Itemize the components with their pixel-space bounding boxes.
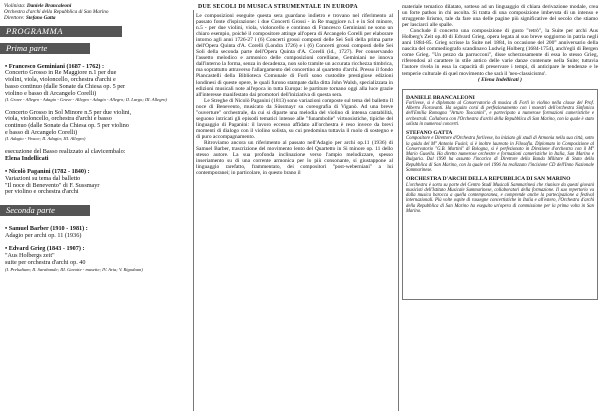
harpsichordist: Elena Indellicati [5, 154, 49, 162]
geminiani-concerto-1 [3, 64, 190, 103]
first-part-heading: Prima parte [0, 43, 90, 54]
author-credit: ( Elena Indellicati ) [478, 76, 522, 83]
barber-adagio [3, 226, 190, 239]
article-title: DUE SECOLI DI MUSICA STRUMENTALE IN EUROPA [198, 4, 358, 10]
article-paragraph-4: materiale tematico dilatato, sotteso ad un linguaggio di chiara derivazione modale, crea un forte pathos in chi ascolta. Si tratta di una composizione imbevuta di un intenso e struggente lirismo, tale da fare una delle pagine più significative del secolo che stiamo per lasciarci alle spalle. [402, 4, 598, 29]
article-paragraph-2: Le Streghe di Nicolò Paganini (1813) sono variazioni composte sul tema del balletto Il noce di Benevento, musicato da Süssmayr su coreografia di Viganò. Ad una breve "ouverture" orchestrale, da cui si dipartе una melodia del violino di intensa cantabilità, seguono intricati gli episodi tematici intense alle "funambolie" virtuosistiche, tipiche del linguaggio di Paganini: il lavoro eccesso affidato all'orchestra è reso invece da brevi momenti di dialogo con il violino solista, su cui predomina tuttavia il ruolo di sostegno e di puro accompagnamento. [196, 97, 393, 140]
piece-line: e basso di Arcangelo Corelli) [5, 128, 78, 136]
orchestra-name: Orchestra d'archi della Repubblica di San Marino [4, 8, 109, 15]
piece-line: "Aus Holbergs zeit" [5, 252, 55, 260]
second-part-heading: Seconda parte [0, 205, 90, 216]
bio-text-brancaleoni: Forlivese, si è diplomato al Conservatorio di musica di Forlì in violino nella classe del Prof. Alberto Fioravanti. Ha seguito corsi di perfezionamento con i maestri dell'orchestra Sinfonica dell'Emilia Romagna "Arturo Toscanini", e partecipato a numerose formazioni cameristiche e orchestrali. Collabora con l'Orchestra d'archi della Repubblica di San Marino, con la quale è stato solista in numerosi concerti. [406, 100, 594, 127]
piece-line: esecuzione del Basso realizzato al clavicembalo: [5, 147, 126, 155]
piece-line: basso continuo (dalle Sonate da Chiesa op. 5 per [5, 82, 126, 90]
piece-line: violini, viola, violoncello, orchestra d'archi e [5, 76, 116, 84]
piece-line: "Il noce di Benevento" di F. Sussmayr [5, 181, 100, 189]
performers-header [4, 4, 190, 22]
grieg-suite [3, 246, 190, 272]
bio-text-gatta: Compositore e Direttore d'Orchestra forlivese, ha iniziato gli studi di Armonia nella sua città, sotto la guida del M° Antonio Fusini; si è inoltre laureato in Filosofia. Diplomato in Composizione al Conservatorio "G.B. Martini" di Bologna, si è perfezionato in Direzione d'orchestra con il M° Mario Gusella. Ha diretto numerose orchestre e formazioni cameristiche in Italia, San Marino e Bulgaria. Dal 1990 ha assunto l'incarico di Direttore della Banda Militare di Stato della Repubblica di San Marino, con la quale nel 1996 ha realizzato l'incisione CD dell'Inno Nazionale Sammarinese. [406, 136, 594, 173]
harpsichord-note [3, 149, 190, 162]
violinist-label: Violinista: [4, 3, 26, 9]
movements: (I. Adagio - Vivace; II. Adagio; III. Allegro) [5, 136, 86, 142]
piece-line: Concerto Grosso in Sol Minore n.5 per due violini, [5, 108, 132, 116]
violinist-name: Daniele Brancaleoni [26, 3, 72, 9]
paganini-variations [3, 169, 190, 196]
director-name: Stefano Gatta [25, 14, 56, 21]
program-column [0, 0, 190, 417]
movements: (I. Preludium; II. Sarabande; III. Gavotte - musette; IV. Aria; V. Rigodaun) [5, 266, 143, 272]
director-label: Direttore: [4, 14, 25, 21]
article-paragraph-3: Ritroviamo ancora un riferimento al passato nell'Adagio per archi op.11 (1936) di Samuel Barber, trascrizione del movimento lento del Quartetto in Si minore op. 11 dello stesso autore. La sua profonda inclinazione verso l'ampio melodizzare, spesso inseriamento su di una corrente armonica per lo più consonante, si giustappone al linguaggio rarefatto, frammentato, dei compositori "post-weberniani" a lui contemporanei; in particolare, in questo brano il [196, 139, 393, 177]
column-divider [398, 10, 399, 411]
geminiani-composer: • Francesco Geminiani (1687 - 1762) : [5, 62, 105, 70]
biographies-box [402, 89, 598, 300]
piece-line: continuo (dalle Sonate da Chiesa op. 5 per violino [5, 122, 129, 130]
bio-title-orchestra: ORCHESTRA D'ARCHI DELLA REPUBBLICA DI SAN MARINO [406, 176, 571, 183]
notes-column [402, 0, 598, 417]
piece-line: violino e basso di Arcangelo Corelli) [5, 89, 97, 97]
piece-line: suite per orchestra d'archi op. 40 [5, 258, 86, 266]
program-title: PROGRAMMA [0, 26, 122, 37]
piece-line: Adagio per archi op. 11 (1936) [5, 231, 82, 239]
barber-composer: • Samuel Barber (1910 - 1981) : [5, 225, 88, 233]
article-column [196, 0, 393, 417]
article-paragraph-5: Conclude il concerto una composizione di gusto "retrò", la Suite per archi Aus Holberg's Zeit op.40 di Edvard Grieg, opera legata al suo breve soggiorno in patria negli anni 1884-85. Grieg scrisse la Suite nel 1884, in occasione del 200° anniversario della nascita del commediografo scandinavo Ludwig Holberg (1684-1754), anch'egli di Bergen come Grieg. "Un pezzo da parrucconi", disse scherzosamente di essa lo stesso Grieg, riferendosi al carattere in stile antico delle varie danze contenute nella Suite; tuttavia l'autore rivela in essa la capacità di preservare i tempi, di anticipare le tendenze e le temperie culturale di quel movimento che sarà il 'neo-classicismo'. [402, 28, 598, 77]
piece-line: Concerto Grosso in Re Maggiore n.1 per due [5, 69, 117, 77]
geminiani-concerto-5 [3, 110, 190, 142]
column-divider [193, 10, 194, 411]
piece-line: viola, violoncello, orchestra d'archi e basso [5, 115, 112, 123]
piece-line: Variazioni su tema dal balletto [5, 174, 81, 182]
grieg-composer: • Edvard Grieg (1843 - 1907) : [5, 245, 85, 253]
article-paragraph-1: Le composizioni eseguite questa sera guardano indietro e trovano nel riferimento al passato fonte d'ispirazione: i due Concerti Grossi - in Re maggiore n.1 e in Sol minore, n.5 - per due violini, viola, violoncello e continuo di Francesco Geminiani ne sono un chiaro esempio, poiché il compositore attinge all'opera di Arcangelo Corelli per elaborare intorno agli anni 1726-27 i (6) Concerti grossi composti delle Sei Soli della prima parte dell'Opera Quinta d'A. Corelli (Londra 1726) e i (6) Concerti grossi composti delle Sei Soli della seconda parte dell'Opera Quinta d'A. Corelli (id., 1727). Per conservando l'assetto melodico e armonico delle composizioni corelliane, Geminiani ne innova dall'interno la forma, senza in decadenza, non solo tramite un accurata ricchezza timbrica, ma soprattutto attraverso l'allargamento del concertino al quartetto d'archi. Presso il fondo Piancastelli della Biblioteca Comunale di Forlì sono custodite prestigiose edizioni londinesi di queste opere, le quali furono stampate dalla ditta John Walsh, specializzata in edizioni musicali note all'epoca in tutta Europa: le partiture tornano oggi alla luce grazie all'interesse manifestato dai promotori dell'iniziativa di questa sera. [196, 13, 393, 98]
bio-title-brancaleoni: DANIELE BRANCALEONI [406, 94, 475, 101]
bio-text-orchestra: L'orchestra è sorta su parte del Centro Studi Musicali Sammarinesi che riunisce da questi giovani musicisti dell'Istituto Musicale Sammarinese, collaboratori della formazione. Il suo repertorio va dalla musica barocca a quella contemporanea, e comprende anche la partecipazione a festival internazionali. Più volte ospite di rassegne concertistiche in Italia e all'estero, l'Orchestra d'archi della Repubblica di San Marino ha eseguito un'opera di commissione per la prima volta in San Marino. [406, 182, 594, 214]
paganini-composer: • Nicolò Paganini (1782 - 1840) : [5, 168, 90, 176]
piece-line: per violino e orchestra d'archi [5, 188, 79, 196]
movements: (I. Grave - Allegro - Adagio - Grave - Allegro - Adagio - Allegro; II. Largo; III. Allegro) [5, 97, 167, 103]
bio-title-gatta: STEFANO GATTA [406, 130, 453, 137]
